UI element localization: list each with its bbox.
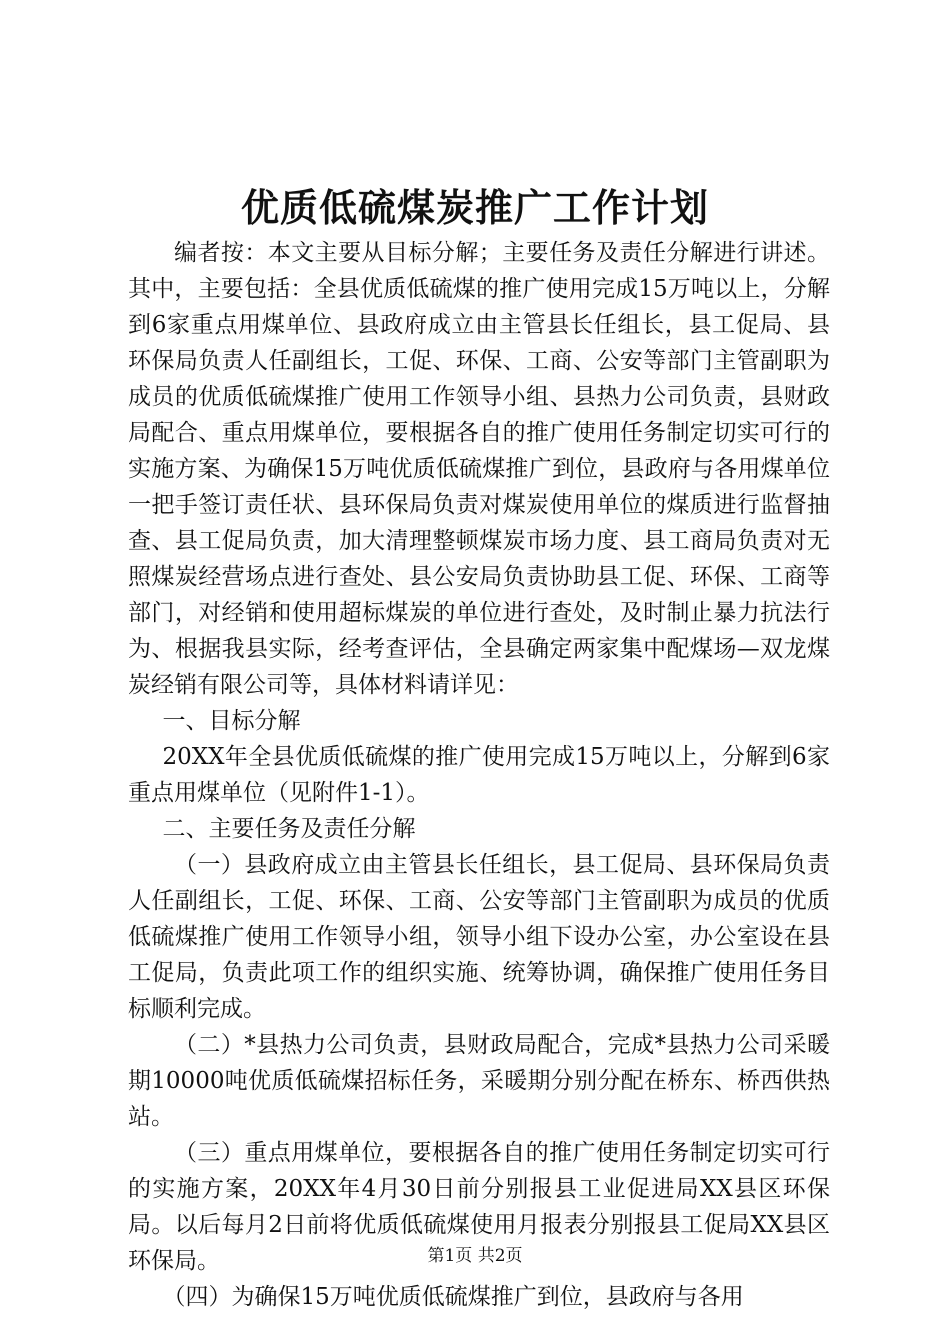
task-paragraph-1: （一）县政府成立由主管县长任组长，县工促局、县环保局负责人任副组长，工促、环保、工商、公安等部门主管副职为成员的优质低硫煤推广使用工作领导小组，领导小组下设办公室，办公室设在县工促局，负责此项工作的组织实施、统筹协调，确保推广使用任务目标顺利完成。 [128,852,830,1022]
section-heading-goal: 一、目标分解 [162,708,301,734]
section-heading-tasks: 二、主要任务及责任分解 [162,816,416,842]
editor-note-paragraph: 编者按：本文主要从目标分解；主要任务及责任分解进行讲述。其中，主要包括：全县优质低硫煤的推广使用完成15万吨以上，分解到6家重点用煤单位、县政府成立由主管县长任组长，县工促局、县环保局负责人任副组长，工促、环保、工商、公安等部门主管副职为成员的优质低硫煤推广使用工作领导小组、县热力公司负责，县财政局配合、重点用煤单位，要根据各自的推广使用任务制定切实可行的实施方案、为确保15万吨优质低硫煤推广到位，县政府与各用煤单位一把手签订责任状、县环保局负责对煤炭使用单位的煤质进行监督抽查、县工促局负责，加大清理整顿煤炭市场力度、县工商局负责对无照煤炭经营场点进行查处、县公安局负责协助县工促、环保、工商等部门，对经销和使用超标煤炭的单位进行查处，及时制止暴力抗法行为、根据我县实际，经考查评估，全县确定两家集中配煤场—双龙煤炭经销有限公司等，具体材料请详见： [128,240,830,698]
task-paragraph-3: （三）重点用煤单位，要根据各自的推广使用任务制定切实可行的实施方案，20XX年4月30日前分别报县工业促进局XX县区环保局。以后每月2日前将优质低硫煤使用月报表分别报县工促局XX县区环保局。 [128,1140,830,1274]
page-number-footer: 第1页 共2页 [427,1246,523,1266]
goal-paragraph: 20XX年全县优质低硫煤的推广使用完成15万吨以上，分解到6家重点用煤单位（见附件1-1）。 [128,744,830,806]
document-body [128,235,830,1315]
task-paragraph-2: （二）*县热力公司负责，县财政局配合，完成*县热力公司采暖期10000吨优质低硫煤招标任务，采暖期分别分配在桥东、桥西供热站。 [128,1032,830,1130]
document-title: 优质低硫煤炭推广工作计划 [240,185,709,230]
task-paragraph-4: （四）为确保15万吨优质低硫煤推广到位，县政府与各用 [162,1284,744,1310]
